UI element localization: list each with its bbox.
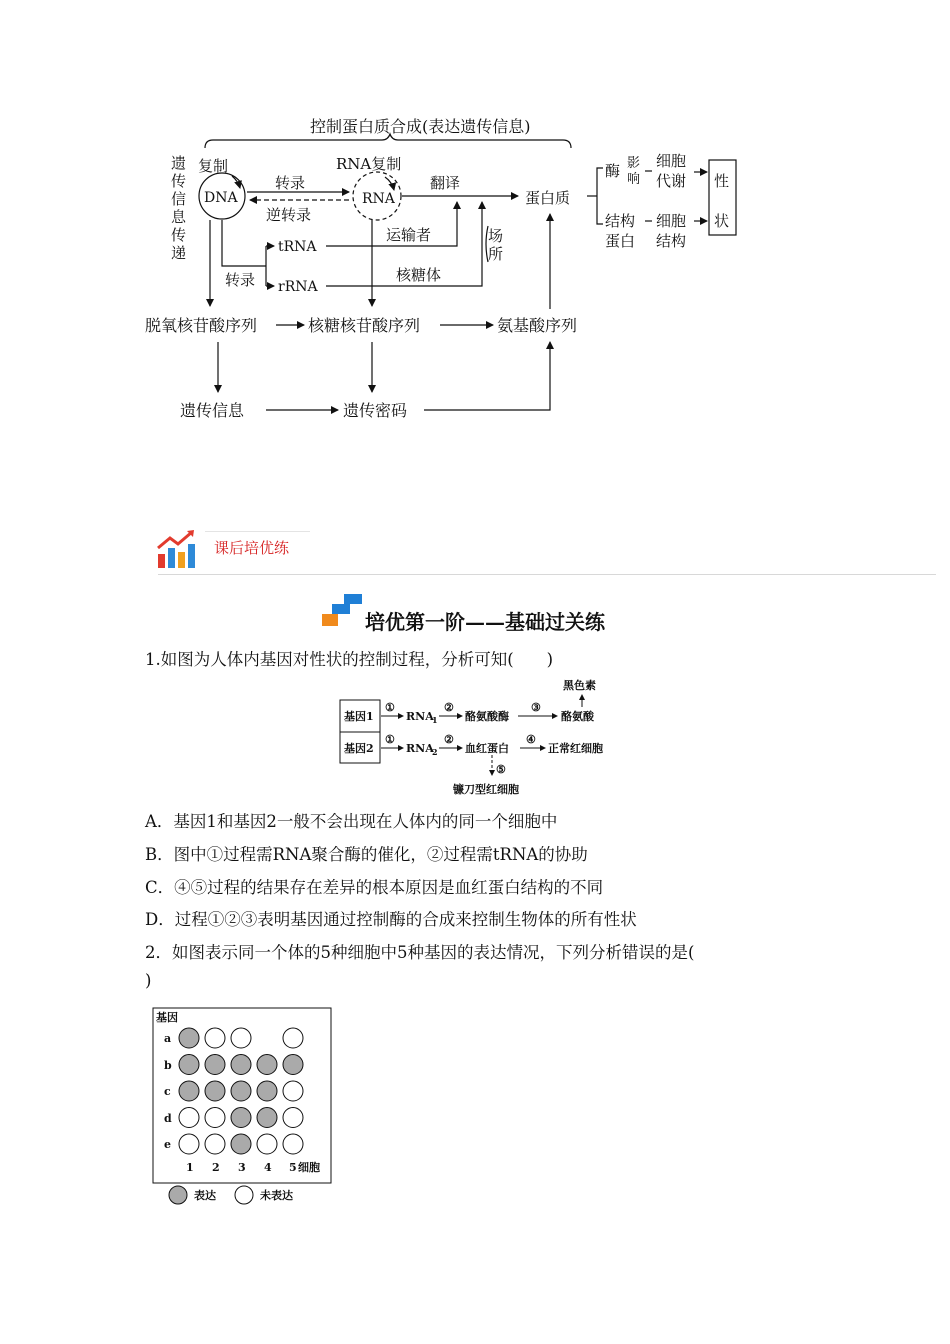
amino-acid-seq-label: 氨基酸序列 <box>497 316 578 335</box>
side-label <box>171 154 187 262</box>
expression-dot <box>179 1108 199 1128</box>
expression-matrix <box>179 1028 303 1154</box>
expression-dot <box>231 1134 251 1154</box>
rna-label: RNA <box>362 191 395 207</box>
svg-text:b: b <box>164 1059 172 1072</box>
expression-dot <box>257 1134 277 1154</box>
expression-dot <box>231 1055 251 1075</box>
chart-trend-icon <box>156 528 202 572</box>
expression-dot <box>179 1081 199 1101</box>
section-title: 课后培优练 <box>214 539 290 557</box>
melanin-label: 黑色素 <box>563 679 596 692</box>
trait-label: 性 <box>714 172 730 190</box>
expression-dot <box>283 1055 303 1075</box>
svg-text:蛋白: 蛋白 <box>605 232 636 250</box>
svg-text:①: ① <box>385 701 395 714</box>
svg-text:1: 1 <box>432 715 438 725</box>
reverse-transcription-label: 逆转录 <box>266 206 312 224</box>
svg-text:③: ③ <box>531 701 541 714</box>
ribosome-label: 核糖体 <box>396 266 442 284</box>
svg-text:④: ④ <box>526 733 536 746</box>
expression-dot <box>231 1028 251 1048</box>
expression-dot <box>205 1028 225 1048</box>
q1-stem: 1.如图为人体内基因对性状的控制过程，分析可知( ) <box>145 650 554 669</box>
gene-flow-diagram <box>0 0 950 440</box>
svg-text:2: 2 <box>432 747 438 757</box>
svg-text:e: e <box>164 1138 171 1151</box>
q2-stem-line1: 2．如图表示同一个体的5种细胞中5种基因的表达情况，下列分析错误的是( <box>145 943 695 962</box>
section-underline <box>205 531 310 532</box>
stage-title: 培优第一阶——基础过关练 <box>365 610 605 634</box>
stage-icon <box>320 592 364 628</box>
svg-text:响: 响 <box>627 172 641 187</box>
q1-figure <box>335 675 625 800</box>
svg-text:细胞: 细胞 <box>298 1161 320 1174</box>
hemoglobin-label: 血红蛋白 <box>465 742 509 755</box>
svg-text:5: 5 <box>289 1161 297 1174</box>
svg-text:遗: 遗 <box>171 154 187 172</box>
transcription2-label: 转录 <box>225 271 256 289</box>
svg-text:代谢: 代谢 <box>656 172 687 190</box>
cell-structure-label: 细胞 <box>656 212 687 230</box>
svg-text:②: ② <box>444 701 454 714</box>
svg-text:2: 2 <box>212 1161 220 1174</box>
translation-label: 翻译 <box>430 174 461 192</box>
expression-dot <box>205 1134 225 1154</box>
expression-dot <box>231 1108 251 1128</box>
svg-text:a: a <box>164 1032 172 1045</box>
rna1-label: RNA <box>406 710 434 723</box>
svg-text:4: 4 <box>264 1161 272 1174</box>
replication-label: 复制 <box>198 157 229 175</box>
trna-label: tRNA <box>278 239 317 255</box>
expression-dot <box>283 1108 303 1128</box>
svg-text:息: 息 <box>171 208 187 226</box>
gene1-label: 基因1 <box>344 710 374 723</box>
q1-option-a[interactable]: A．基因1和基因2一般不会出现在人体内的同一个细胞中 <box>145 812 558 831</box>
q1-option-b[interactable]: B．图中①过程需RNA聚合酶的催化，②过程需tRNA的协助 <box>145 845 588 864</box>
expression-dot <box>179 1055 199 1075</box>
deoxynucleotide-seq-label: 脱氧核苷酸序列 <box>145 316 258 335</box>
svg-text:1: 1 <box>186 1161 194 1174</box>
q1-option-d[interactable]: D．过程①②③表明基因通过控制酶的合成来控制生物体的所有性状 <box>145 910 637 929</box>
rrna-label: rRNA <box>278 279 318 295</box>
svg-text:3: 3 <box>238 1161 246 1174</box>
rna2-label: RNA <box>406 742 434 755</box>
genetic-code-label: 遗传密码 <box>343 401 408 420</box>
ribonucleotide-seq-label: 核糖核苷酸序列 <box>308 316 421 335</box>
expression-dot <box>283 1081 303 1101</box>
svg-text:传: 传 <box>171 226 187 244</box>
legend-not-expressed: 未表达 <box>260 1189 293 1202</box>
q2-figure <box>150 1005 340 1210</box>
expression-dot <box>283 1028 303 1048</box>
svg-text:⑤: ⑤ <box>496 763 506 776</box>
expression-dot <box>205 1055 225 1075</box>
site-label: 场 <box>488 227 504 245</box>
svg-text:d: d <box>164 1112 172 1125</box>
protein-label: 蛋白质 <box>525 189 571 207</box>
influence-label: 影 <box>627 156 641 171</box>
svg-text:结构: 结构 <box>656 232 687 250</box>
svg-text:c: c <box>164 1085 171 1098</box>
legend-expressed: 表达 <box>194 1189 216 1202</box>
transcription-label: 转录 <box>275 174 306 192</box>
dna-label: DNA <box>204 190 238 206</box>
expression-dot <box>257 1108 277 1128</box>
q2-stem-line2: ) <box>145 971 152 990</box>
svg-text:传: 传 <box>171 172 187 190</box>
expression-dot <box>179 1028 199 1048</box>
sickle-rbc-label: 镰刀型红细胞 <box>453 783 519 796</box>
cell-metabolism-label: 细胞 <box>656 152 687 170</box>
svg-text:所: 所 <box>488 245 504 263</box>
svg-text:信: 信 <box>171 190 187 208</box>
section-divider <box>158 574 936 575</box>
expression-dot <box>179 1134 199 1154</box>
tyrosinase-label: 酪氨酸酶 <box>465 710 509 723</box>
expression-dot <box>205 1108 225 1128</box>
legend-not-dot <box>235 1186 253 1204</box>
q1-option-c[interactable]: C．④⑤过程的结果存在差异的根本原因是血红蛋白结构的不同 <box>145 878 604 897</box>
expression-dot <box>205 1081 225 1101</box>
rna-replication-label: RNA复制 <box>336 155 402 173</box>
genetic-info-label: 遗传信息 <box>180 401 245 420</box>
svg-text:递: 递 <box>171 244 187 262</box>
expression-dot <box>283 1134 303 1154</box>
tyrosine-label: 酪氨酸 <box>561 710 594 723</box>
expression-dot <box>257 1081 277 1101</box>
svg-text:状: 状 <box>714 212 730 230</box>
legend-expressed-dot <box>169 1186 187 1204</box>
expression-brace-label: 控制蛋白质合成(表达遗传信息) <box>310 117 531 136</box>
svg-text:①: ① <box>385 733 395 746</box>
expression-dot <box>231 1081 251 1101</box>
enzyme-label: 酶 <box>605 162 621 180</box>
gene-header: 基因 <box>156 1011 178 1024</box>
normal-rbc-label: 正常红细胞 <box>548 742 603 755</box>
gene2-label: 基因2 <box>344 742 374 755</box>
svg-text:②: ② <box>444 733 454 746</box>
transporter-label: 运输者 <box>386 226 432 244</box>
expression-dot <box>257 1055 277 1075</box>
structural-protein-label: 结构 <box>605 212 636 230</box>
